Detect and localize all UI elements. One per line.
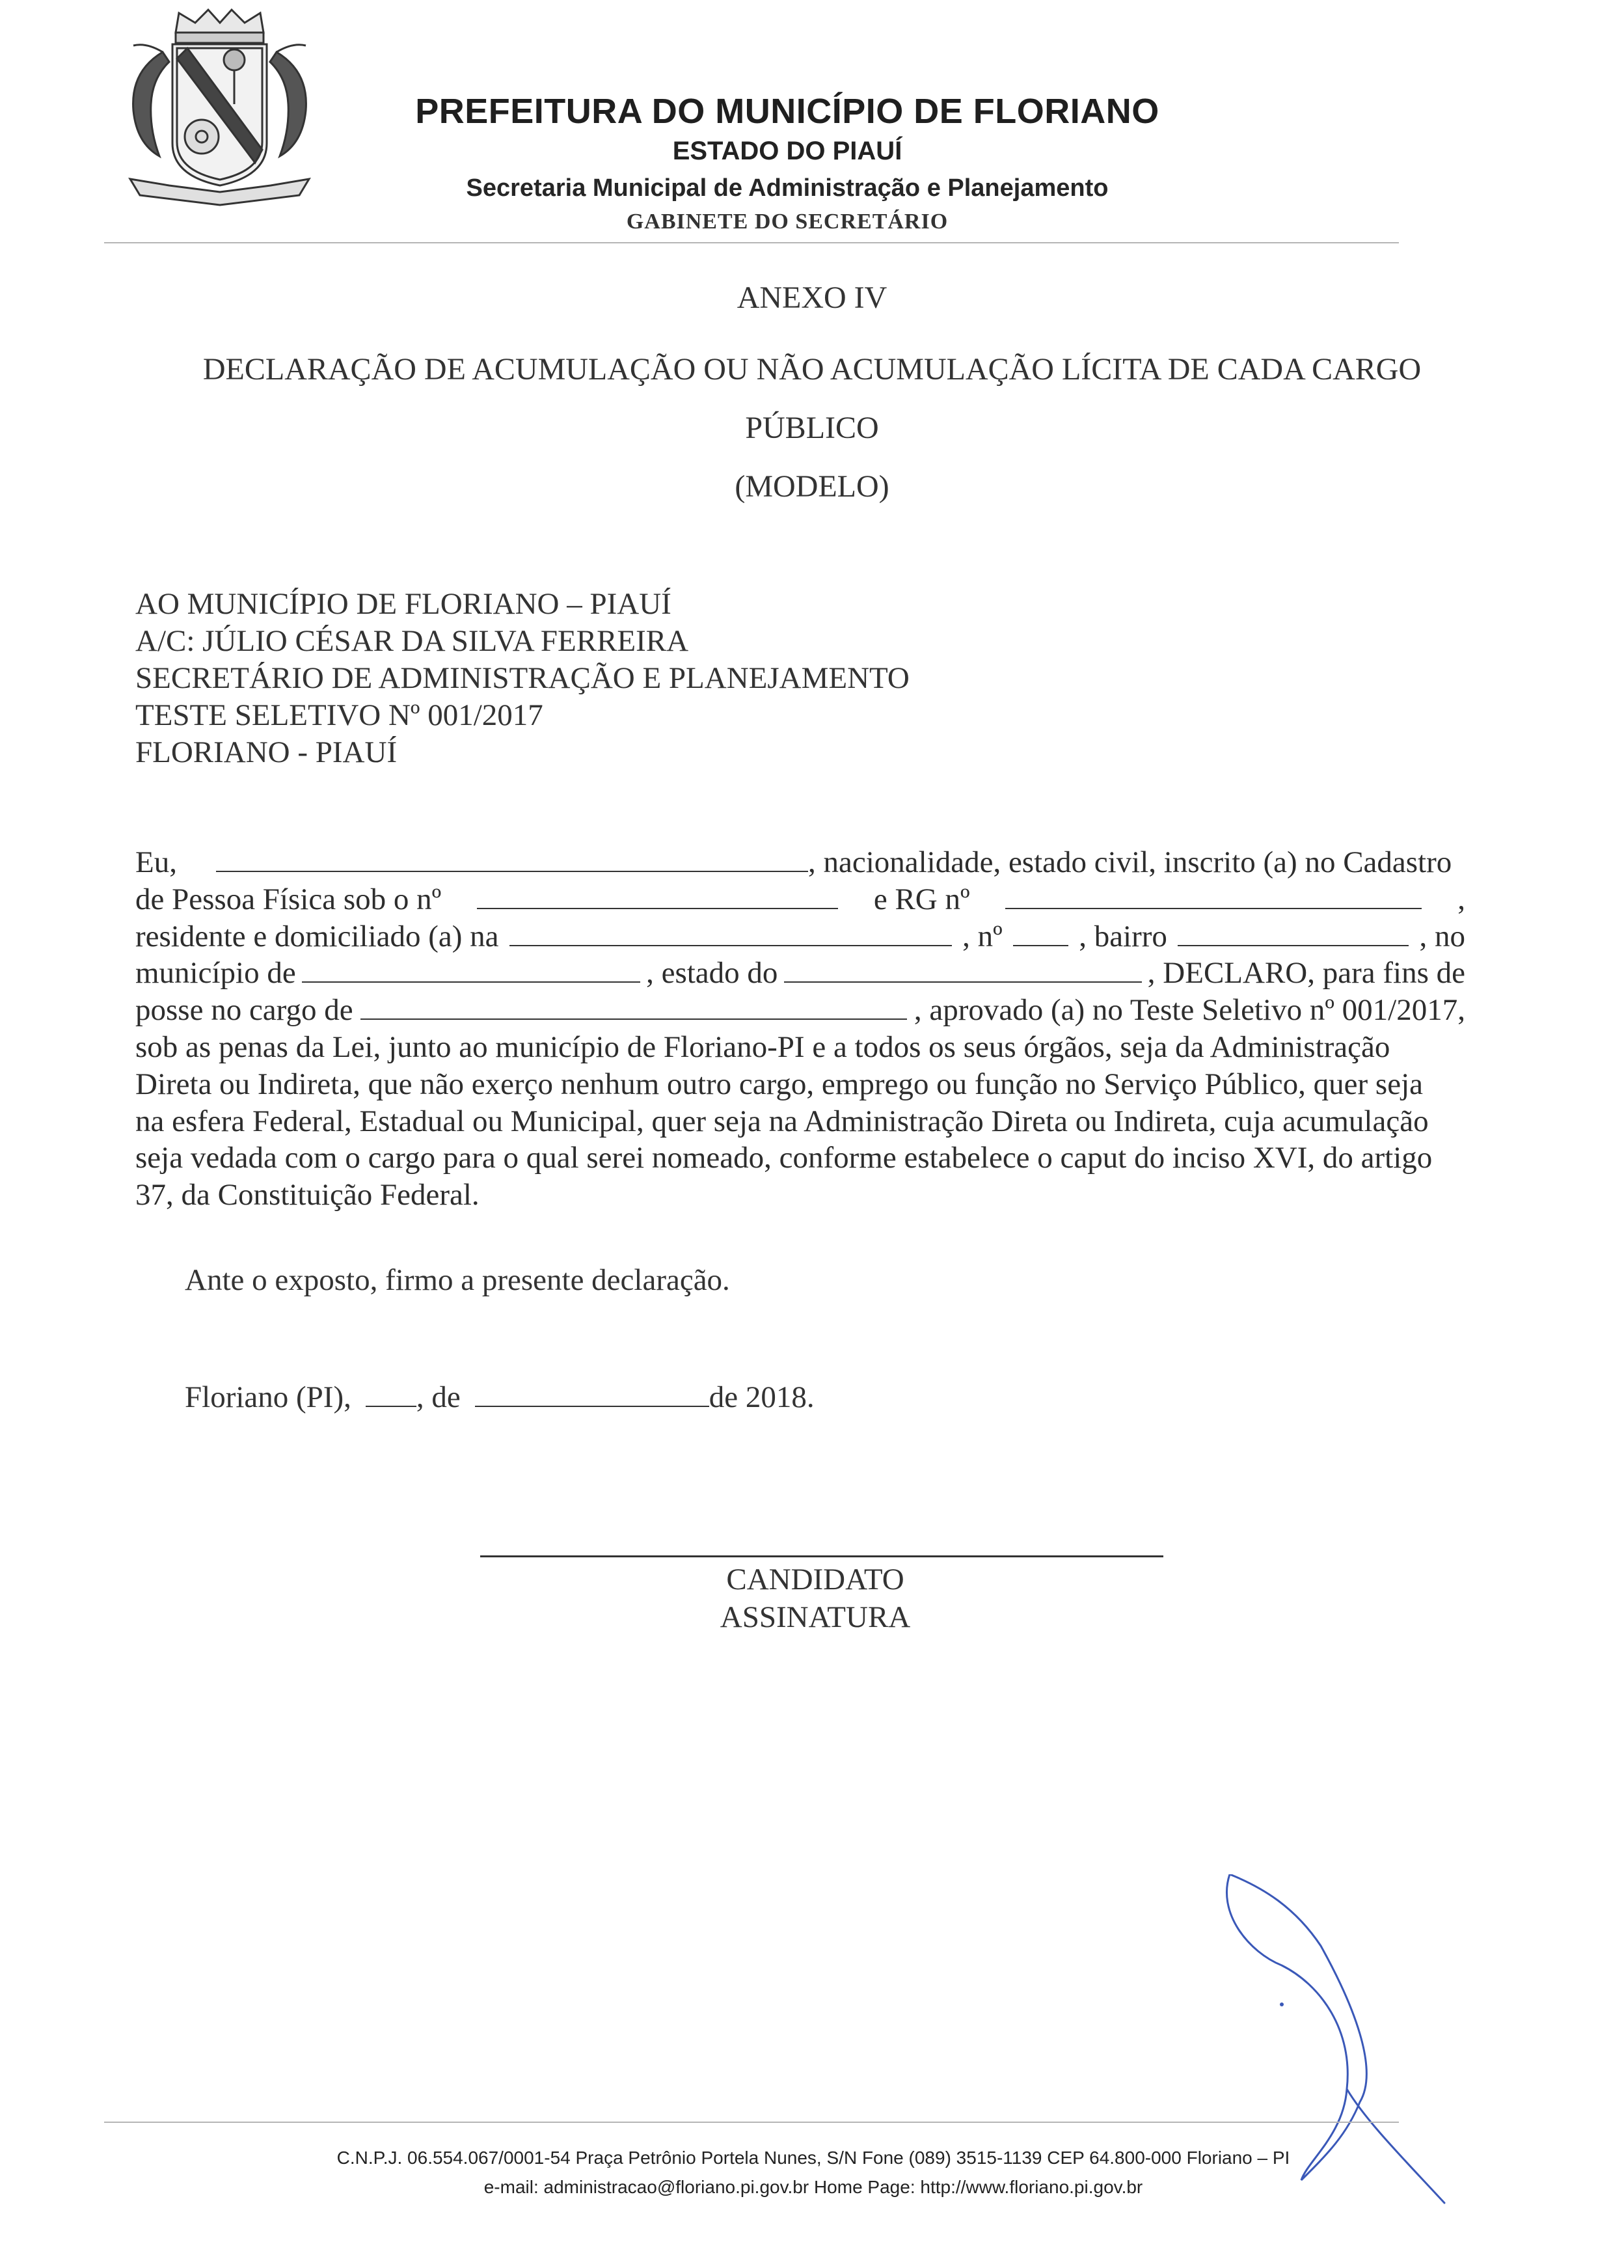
closing-statement: Ante o exposto, firmo a presente declaração. (185, 1263, 730, 1297)
body-text: posse no cargo de (135, 993, 353, 1028)
body-text: de Pessoa Física sob o nº (135, 882, 442, 916)
body-text: , nº (962, 919, 1003, 953)
body-text: seja vedada com o cargo para o qual serei nomeado, conforme estabelece o caput do inciso XVI, do artigo (135, 1141, 1433, 1175)
body-text: , no (1419, 919, 1465, 953)
state-name: ESTADO DO PIAUÍ (672, 137, 902, 165)
address-line: SECRETÁRIO DE ADMINISTRAÇÃO E PLANEJAMENTO (135, 661, 910, 695)
cpf-blank[interactable] (477, 883, 838, 909)
address-line: A/C: JÚLIO CÉSAR DA SILVA FERREIRA (135, 624, 689, 658)
neighborhood-blank[interactable] (1178, 920, 1409, 946)
body-text: , bairro (1079, 919, 1167, 953)
address-block (135, 586, 910, 771)
body-text: , estado do (646, 956, 778, 991)
body-text: e RG nº (873, 882, 970, 916)
body-text: sob as penas da Lei, junto ao município de Floriano-PI e a todos os seus órgãos, seja da Administração (135, 1030, 1390, 1064)
municipality-title: PREFEITURA DO MUNICÍPIO DE FLORIANO (415, 92, 1159, 131)
state-blank[interactable] (784, 957, 1142, 983)
month-blank[interactable] (475, 1381, 709, 1407)
body-text: , DECLARO, para fins de (1147, 956, 1465, 991)
document-title-line-1: DECLARAÇÃO DE ACUMULAÇÃO OU NÃO ACUMULAÇÃO LÍCITA DE CADA CARGO (202, 352, 1422, 387)
date-text: Floriano (PI), (185, 1380, 351, 1414)
body-text: , aprovado (a) no Teste Seletivo nº 001/2017, (914, 993, 1465, 1028)
annex-label: ANEXO IV (737, 280, 887, 315)
body-text: , (1457, 882, 1465, 916)
body-text: residente e domiciliado (a) na (135, 919, 499, 953)
header-divider (104, 242, 1399, 243)
rg-blank[interactable] (1005, 883, 1422, 909)
body-text: município de (135, 956, 296, 991)
municipal-coat-of-arms-icon (104, 7, 335, 208)
body-text: Eu, (135, 845, 177, 879)
date-text: de 2018. (709, 1380, 815, 1414)
date-text: , de (416, 1380, 461, 1414)
department-name: Secretaria Municipal de Administração e Planejamento (466, 174, 1109, 202)
signature-label: ASSINATURA (720, 1600, 911, 1634)
city-blank[interactable] (302, 957, 640, 983)
footer-contact: C.N.P.J. 06.554.067/0001-54 Praça Petrônio Portela Nunes, S/N Fone (089) 3515-1139 CEP 64.800-000 Floriano – PI (336, 2148, 1290, 2168)
signature-line[interactable] (480, 1555, 1163, 1557)
address-line: AO MUNICÍPIO DE FLORIANO – PIAUÍ (135, 587, 671, 621)
body-text: , nacionalidade, estado civil, inscrito (a) no Cadastro (807, 845, 1452, 879)
address-line: TESTE SELETIVO Nº 001/2017 (135, 698, 543, 732)
address-blank[interactable] (509, 920, 952, 946)
number-blank[interactable] (1013, 920, 1068, 946)
office-name: GABINETE DO SECRETÁRIO (626, 210, 949, 234)
document-title-line-2: PÚBLICO (745, 411, 879, 445)
body-text: na esfera Federal, Estadual ou Municipal, quer seja na Administração Direta ou Indireta, cuja acumulação (135, 1104, 1429, 1138)
position-blank[interactable] (360, 994, 907, 1020)
address-line: FLORIANO - PIAUÍ (135, 735, 398, 769)
date-line (185, 1380, 815, 1415)
footer-web: e-mail: administracao@floriano.pi.gov.br Home Page: http://www.floriano.pi.gov.br (483, 2177, 1143, 2197)
name-blank[interactable] (216, 846, 808, 872)
footer-divider (104, 2122, 1399, 2123)
declaration-body (135, 844, 1465, 1214)
document-title-line-3: (MODELO) (735, 469, 889, 504)
day-blank[interactable] (366, 1381, 416, 1407)
body-text: 37, da Constituição Federal. (135, 1178, 480, 1212)
body-text: Direta ou Indireta, que não exerço nenhum outro cargo, emprego ou função no Serviço Público, quer seja (135, 1067, 1424, 1101)
signature-role: CANDIDATO (726, 1563, 904, 1596)
